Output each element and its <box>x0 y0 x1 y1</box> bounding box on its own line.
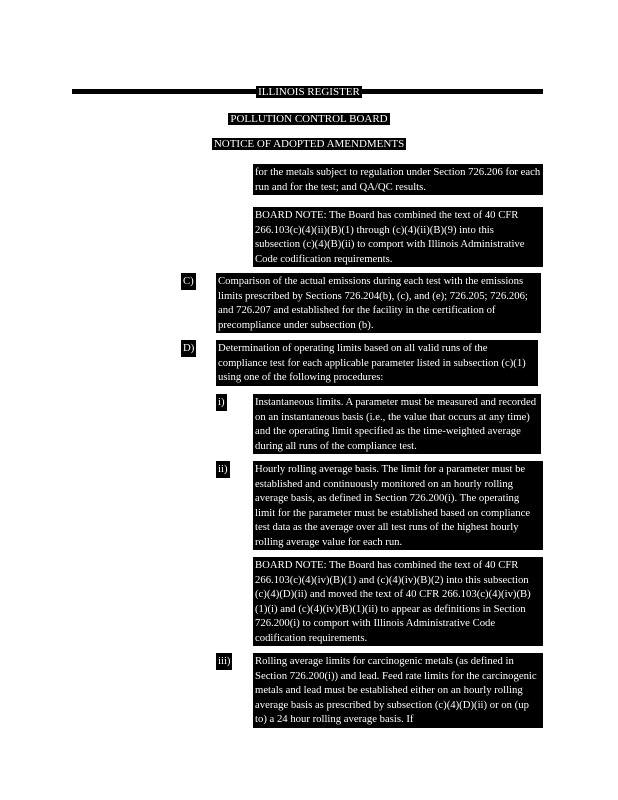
notice-title: NOTICE OF ADOPTED AMENDMENTS <box>213 138 405 150</box>
item-iii-text: Rolling average limits for carcinogenic metals (as defined in Section 726.200(i)) and lead. Feed rate limits for the carcinogenic metals and lead must be established either on an hourly rolling average basis as prescribed by subsection (c)(4)(D)(ii) or on (up to) a 24 hour rolling average basis. If <box>253 653 543 728</box>
item-d-text: Determination of operating limits based on all valid runs of the compliance test for each applicable parameter listed in subsection (c)(1) using one of the following procedures: <box>216 340 538 386</box>
item-c-text: Comparison of the actual emissions during each test with the emissions limits prescribed by Sections 726.204(b), (c), and (e); 726.205; 726.206; and 726.207 and established for the facility in the certification of precompliance under subsection (b). <box>216 273 541 333</box>
board-note-1: BOARD NOTE: The Board has combined the text of 40 CFR 266.103(c)(4)(ii)(B)(1) through (c)(4)(ii)(B)(9) into this subsection (c)(4)(B)(ii) to comport with Illinois Administrative Code codification requirements. <box>253 207 543 267</box>
continuation-paragraph: for the metals subject to regulation under Section 726.206 for each run and for the test; and QA/QC results. <box>253 164 543 195</box>
register-title: ILLINOIS REGISTER <box>258 86 360 98</box>
board-title: POLLUTION CONTROL BOARD <box>230 113 388 125</box>
item-i-label: i) <box>216 394 227 411</box>
item-c-label: C) <box>181 273 196 290</box>
item-ii-text: Hourly rolling average basis. The limit for a parameter must be established and continuously monitored on an hourly rolling average basis, as defined in Section 726.200(i). The operating limit for the parameter must be established based on compliance test data as the average over all test runs of the highest hourly rolling average value for each run. <box>253 461 543 550</box>
item-ii-label: ii) <box>216 461 230 478</box>
item-i-text: Instantaneous limits. A parameter must be measured and recorded on an instantaneous basis (i.e., the value that occurs at any time) and the operating limit specified as the time-weighted average during all runs of the compliance test. <box>253 394 541 454</box>
board-note-2: BOARD NOTE: The Board has combined the text of 40 CFR 266.103(c)(4)(iv)(B)(1) and (c)(4)(iv)(B)(2) into this subsection (c)(4)(D)(ii) and moved the text of 40 CFR 266.103(c)(4)(iv)(B)(1)(i) and (c)(4)(iv)(B)(1)(ii) to appear as definitions in Section 726.200(i) to comport with Illinois Administrative Code codification requirements. <box>253 557 543 646</box>
item-iii-label: iii) <box>216 653 232 670</box>
item-d-label: D) <box>181 340 196 357</box>
